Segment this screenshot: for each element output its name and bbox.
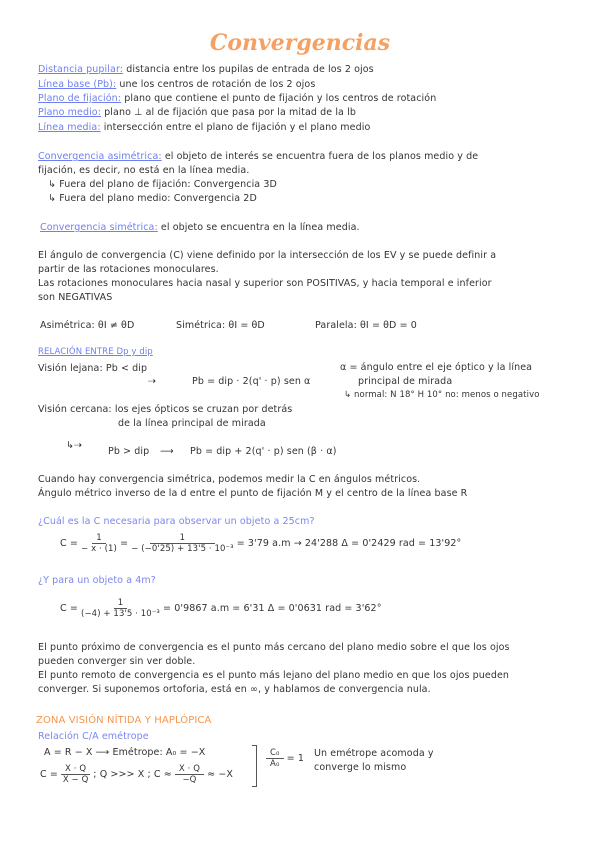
zona-line-2: C = $\frac{X \cdot Q}{X - Q}$ ; Q >>> X ; C ≈ $\frac{X \cdot Q}{-Q}$ ≈ −X [40,764,234,785]
definition-2: Línea base (Pb): une los centros de rotación de los 2 ojos [38,79,316,90]
metric-2: Ángulo métrico inverso de la d entre el punto de fijación M y el centro de la línea base R [38,488,468,499]
zona-title: ZONA VISIÓN NÍTIDA Y HAPLÓPICA [36,715,212,726]
fraction: $\frac{\text{C₀}}{\text{A₀}}$ [266,748,284,769]
asym-line2: fijación, es decir, no está en la línea media. [38,165,250,176]
metric-1: Cuando hay convergencia simétrica, podemos medir la C en ángulos métricos. [38,474,421,485]
points-3: El punto remoto de convergencia es el punto más lejano del plano medio en que los ojos pueden [38,670,510,681]
question-1: ¿Cuál es la C necesaria para observar un objeto a 25cm? [38,516,315,527]
definition-4: Plano medio: plano ⊥ al de fijación que pasa por la mitad de la lb [38,107,356,118]
sym-line: Convergencia simétrica: el objeto se encuentra en la línea media. [40,222,360,233]
alpha-def-3: ↳ normal: N 18° H 10° no: menos o negativo [344,390,540,400]
fraction: $\frac{1}{- x \cdot (1)}$ [81,533,117,554]
points-4: converger. Si suponemos ortoforia, está en ∞, y hablamos de convergencia nula. [38,684,431,695]
zona-line-1: A = R − X ⟶ Emétrope: A₀ = −X [44,747,206,758]
alpha-def-1: α = ángulo entre el eje óptico y la línea [340,362,533,373]
page-title: Convergencias [209,30,391,56]
formula-cercana-a: Pb > dip [108,446,150,457]
arrow-icon: ⟶ [160,446,174,457]
brace [252,745,257,787]
zona-subtitle: Relación C/A emétrope [38,731,149,742]
ratio: $\frac{\text{C₀}}{\text{A₀}}$ = 1 [266,748,304,769]
definition-1: Distancia pupilar: distancia entre los pupilas de entrada de los 2 ojos [38,64,374,75]
arrow-icon: ⇢ [148,376,157,387]
fraction: $\frac{1}{\text{− (−0'25) + 13'5 · 10⁻³}}$ [131,533,234,554]
fraction: $\frac{X \cdot Q}{X - Q}$ [62,764,89,785]
type-asym: Asimétrica: θI ≠ θD [40,320,135,331]
angle-p1: El ángulo de convergencia (C) viene definido por la intersección de los EV y se puede definir a [38,250,497,261]
zona-note-2: converge lo mismo [314,762,407,773]
formula-q2: C = $\frac{1}{\text{(−4) + 13'5 · 10⁻³}}$ = 0'9867 a.m = 6'31 Δ = 0'0631 rad = 3'62° [60,598,382,619]
angle-p3: Las rotaciones monoculares hacia nasal y superior son POSITIVAS, y hacia temporal e inferior [38,278,492,289]
vision-cercana-2: de la línea principal de mirada [118,418,266,429]
points-1: El punto próximo de convergencia es el punto más cercano del plano medio sobre el que los ojos [38,642,510,653]
arrow-icon: ↳⇢ [66,440,83,451]
type-parallel: Paralela: θI = θD = 0 [315,320,417,331]
definition-3: Plano de fijación: plano que contiene el punto de fijación y los centros de rotación [38,93,437,104]
fraction: $\frac{1}{\text{(−4) + 13'5 · 10⁻³}}$ [81,598,160,619]
zona-note-1: Un emétrope acomoda y [314,748,434,759]
angle-p2: partir de las rotaciones monoculares. [38,264,219,275]
formula-lejana: Pb = dip · 2(q' · p) sen α [192,376,311,387]
alpha-def-2: principal de mirada [358,376,453,387]
vision-cercana-1: Visión cercana: los ejes ópticos se cruzan por detrás [38,404,293,415]
definition-5: Línea media: intersección entre el plano de fijación y el plano medio [38,122,371,133]
fraction: $\frac{X \cdot Q}{-Q}$ [175,764,204,785]
asym-bullet-2: ↳ Fuera del plano medio: Convergencia 2D [48,193,257,204]
points-2: pueden converger sin ver doble. [38,656,196,667]
formula-q1: C = $\frac{1}{- x \cdot (1)}$ = $\frac{1}{\text{− (−0'25) + 13'5 · 10⁻³}}$ = 3'79 a.m → 24'288 Δ = 0'2429 rad = 13'92° [60,533,462,554]
formula-cercana-b: Pb = dip + 2(q' · p) sen (β · α) [190,446,337,457]
vision-lejana: Visión lejana: Pb < dip [38,363,148,374]
type-sym: Simétrica: θI = θD [176,320,265,331]
angle-p4: son NEGATIVAS [38,292,113,303]
asym-bullet-1: ↳ Fuera del plano de fijación: Convergencia 3D [48,179,277,190]
question-2: ¿Y para un objeto a 4m? [38,575,156,586]
relacion-title: RELACIÓN ENTRE Dp y dip [38,347,153,357]
asym-line1: Convergencia asimétrica: el objeto de interés se encuentra fuera de los planos medio y de [38,151,479,162]
